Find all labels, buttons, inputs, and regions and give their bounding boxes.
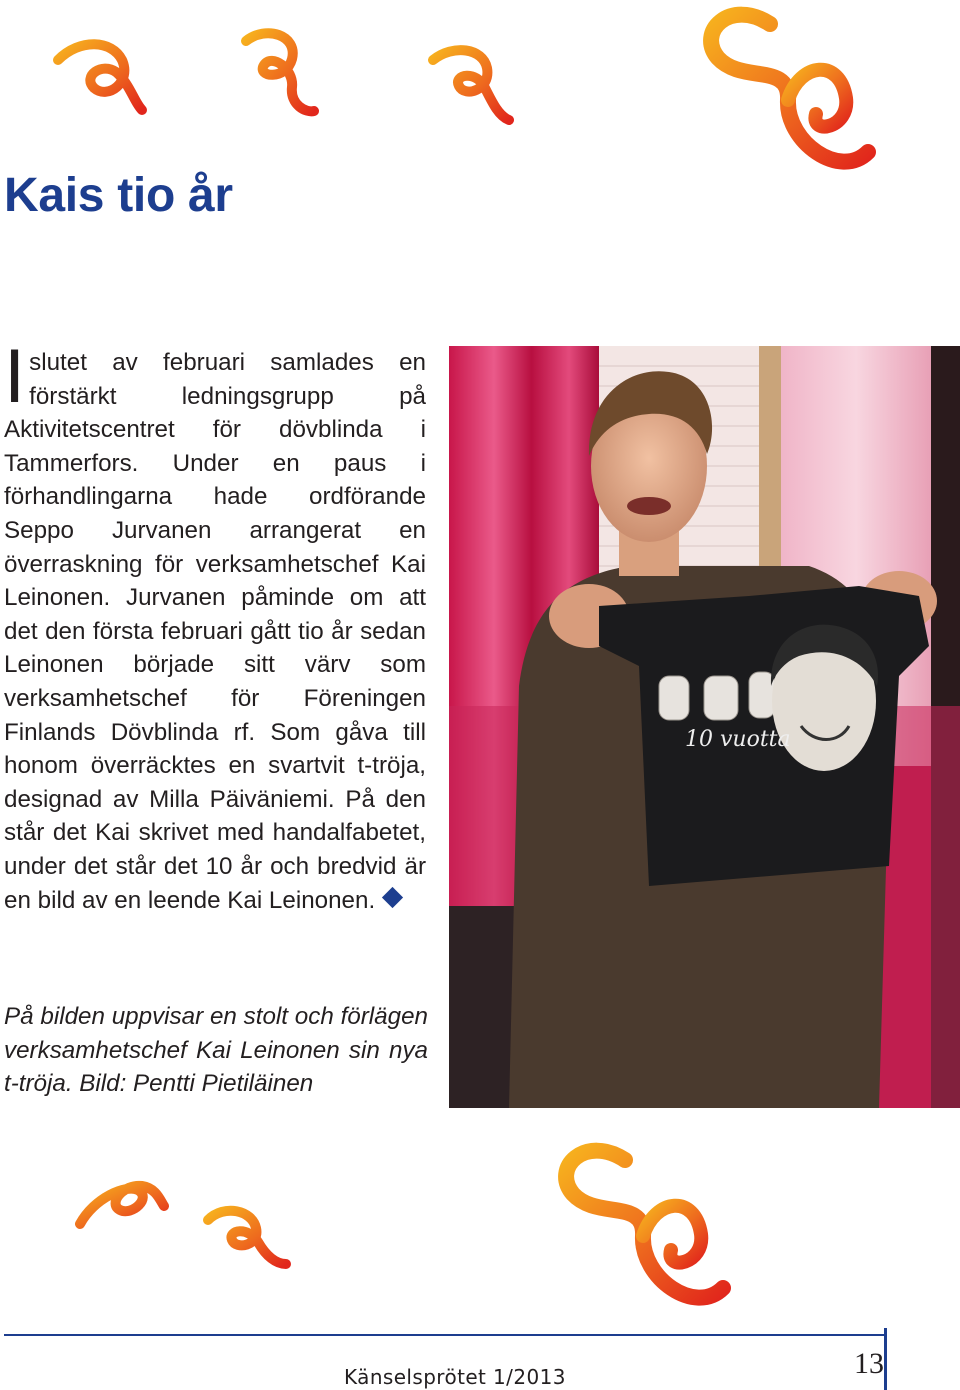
decorative-swirl-icon <box>425 38 515 128</box>
article-title: Kais tio år <box>4 169 233 222</box>
article-body-text: slutet av februari samlades en förstärkt ledningsgrupp på Aktivitetscentret för dövblinda i Tammerfors. Under en paus i förhandlingarna hade ordförande Seppo Jurvanen arrangerat en överraskning för verksamhetschef Kai Leinonen. Jurvanen påminde om att det den första februari gått tio år sedan Leinonen började sitt värv som verksamhetschef för Föreningen Finlands Dövblinda rf. Som gåva till honom överräcktes en svartvit t-tröja, designad av Milla Päiväniemi. På den står det Kai skrivet med handalfabetet, under det står det 10 år och bredvid är en bild av en leende Kai Leinonen. <box>4 349 426 914</box>
decorative-swirl-icon <box>50 30 150 120</box>
article-body <box>4 334 426 917</box>
shirt-text: 10 vuotta <box>685 727 791 752</box>
decorative-swirl-icon <box>200 1200 292 1272</box>
decorative-swirl-icon <box>232 25 322 120</box>
decorative-swirl-icon <box>690 2 880 190</box>
footer-rule <box>4 1334 886 1336</box>
decorative-swirl-icon <box>72 1176 170 1238</box>
end-diamond-icon <box>382 886 403 907</box>
magazine-name: Känselsprötet 1/2013 <box>344 1365 566 1389</box>
article-photo <box>449 346 960 1108</box>
photo-caption: På bilden uppvisar en stolt och förlägen verksamhetschef Kai Leinonen sin nya t-tröja. Bild: Pentti Pietiläinen <box>4 1003 428 1098</box>
decorative-swirl-icon <box>545 1138 735 1326</box>
page-number: 13 <box>854 1347 884 1380</box>
footer-tick <box>884 1328 887 1390</box>
drop-cap: I <box>4 334 26 419</box>
